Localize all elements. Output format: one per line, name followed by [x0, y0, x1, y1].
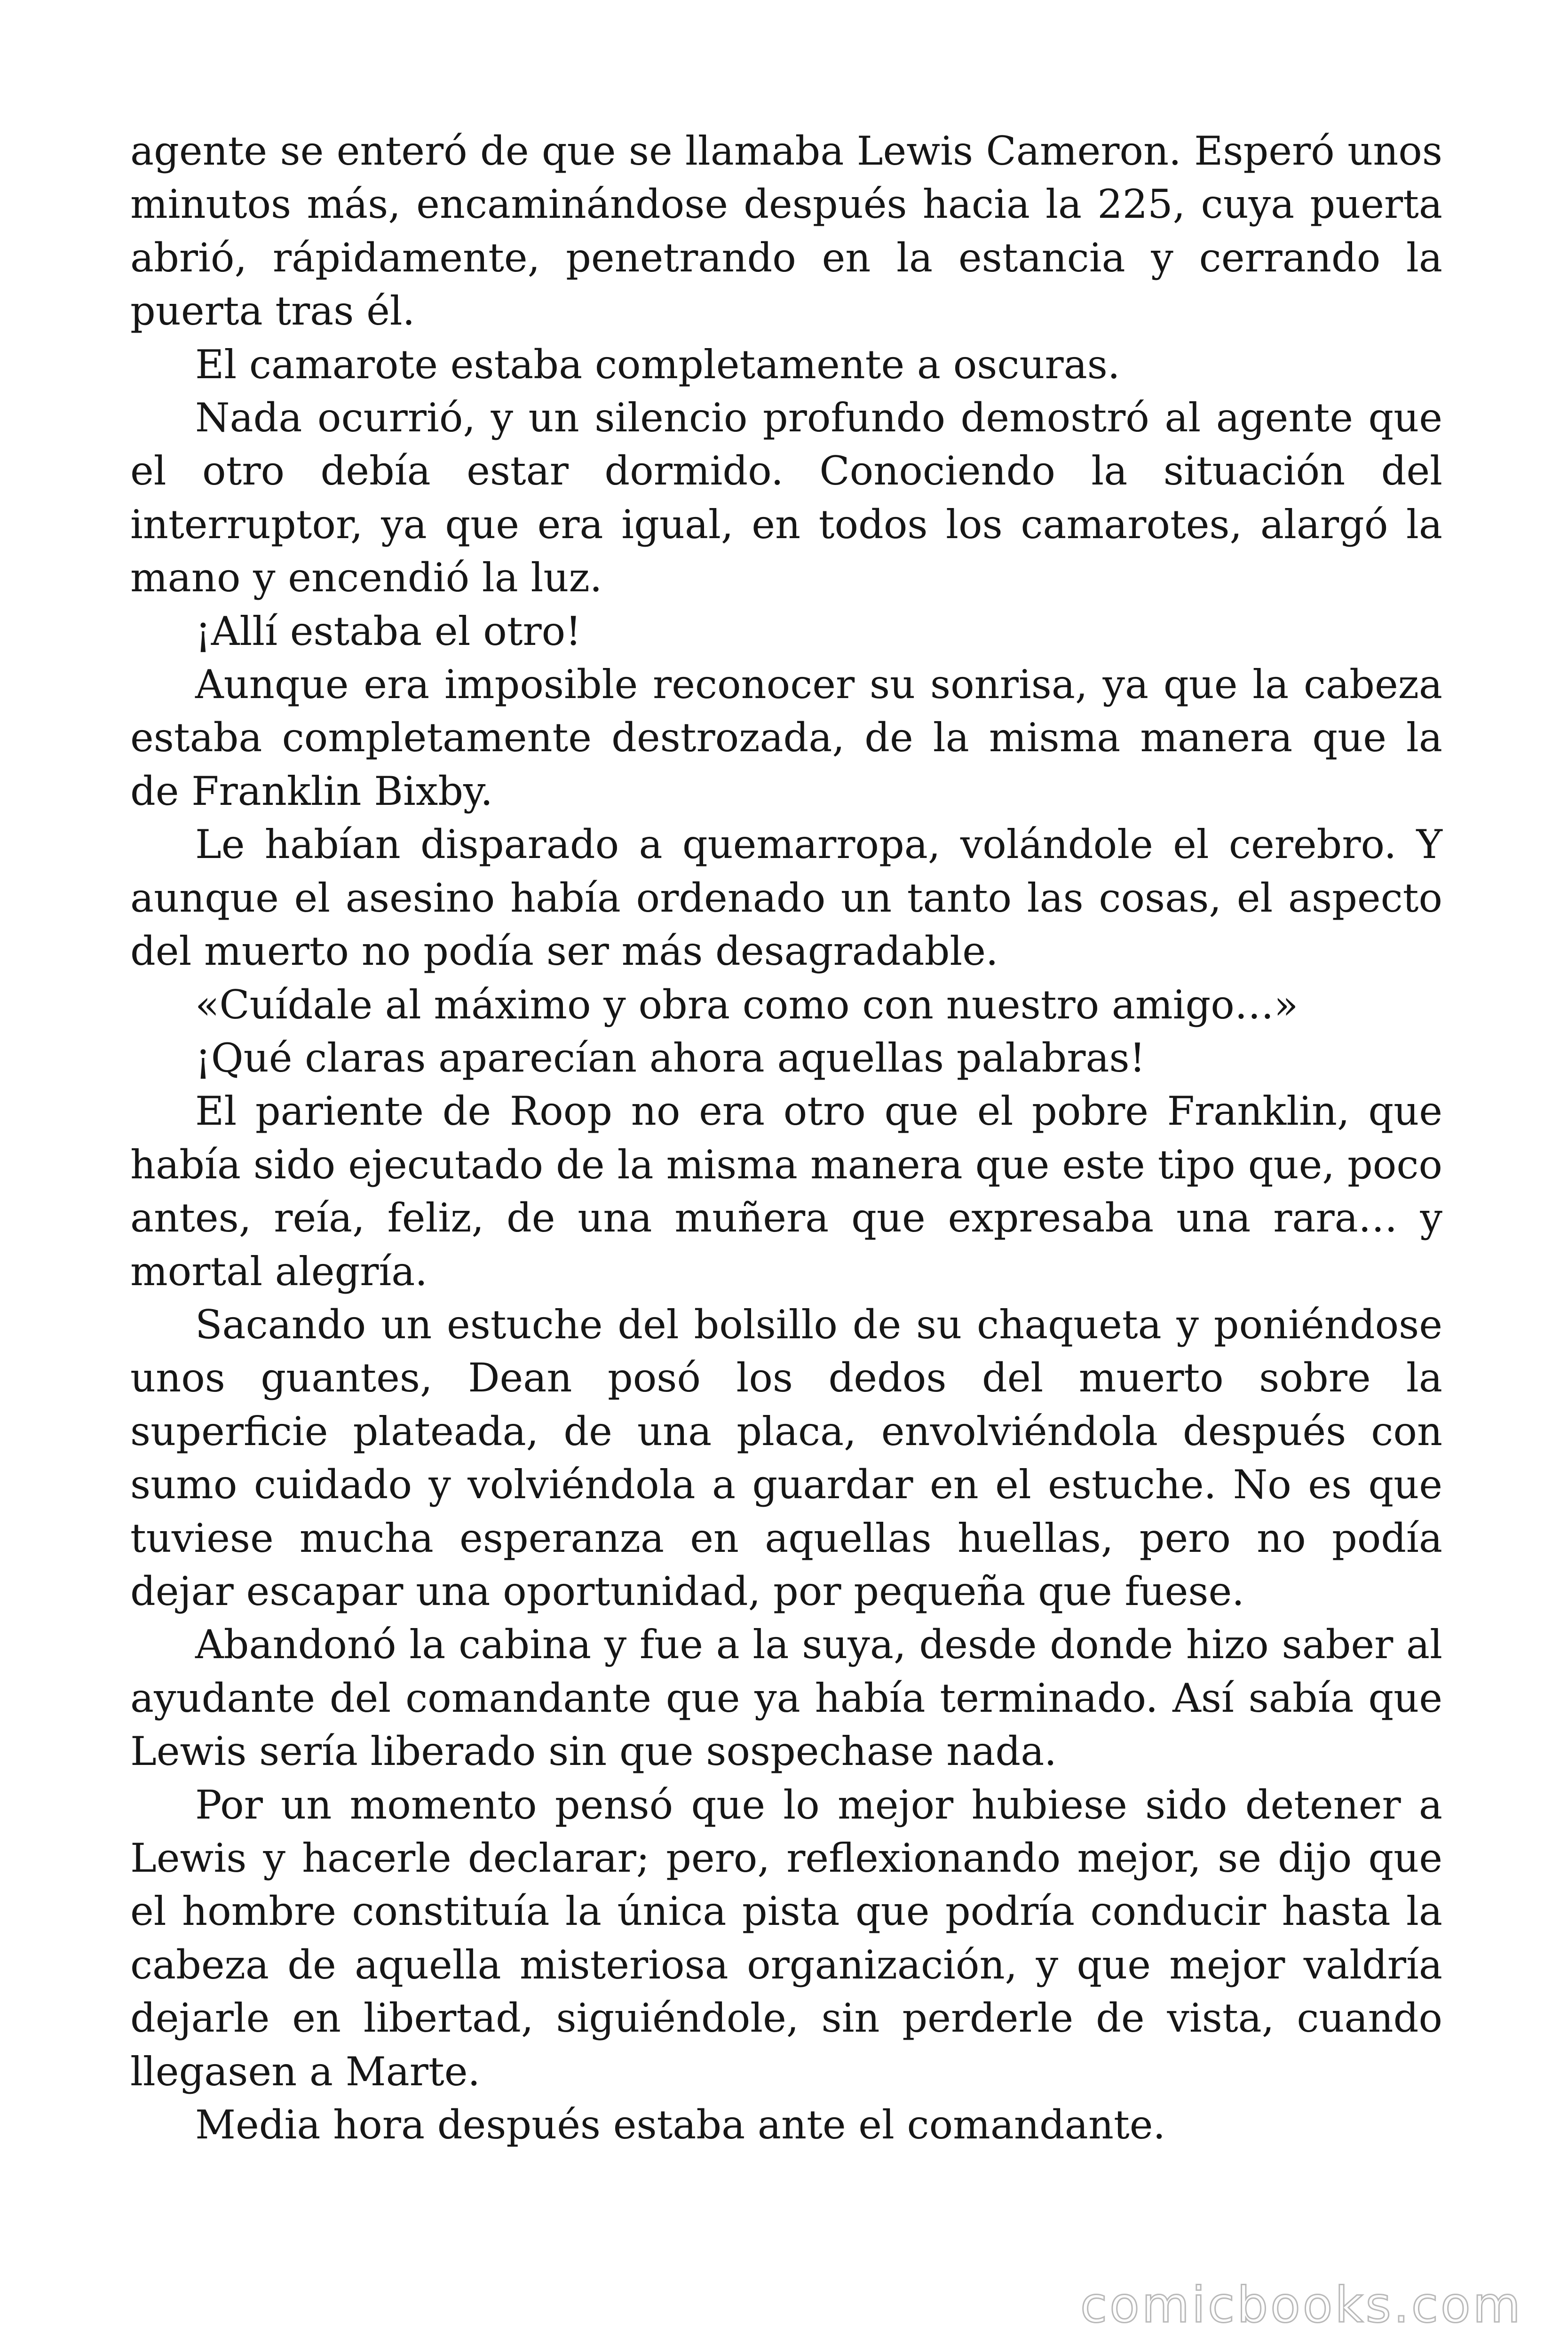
paragraph-10: Sacando un estuche del bolsillo de su chaqueta y poniéndose unos guantes, Dean posó los dedos del muerto sobre la superficie plateada, de una placa, envolviéndola después con sumo cuidado y volviéndola a guardar en el estuche. No es que tuviese mucha esperanza en aquellas huellas, pero no podía dejar escapar una oportunidad, por pequeña que fuese.: [130, 1301, 1442, 1614]
paragraph-7: «Cuídale al máximo y obra como con nuestro amigo…»: [195, 981, 1299, 1028]
paragraph-3: Nada ocurrió, y un silencio profundo demostró al agente que el otro debía estar dormido. Conociendo la situación del interruptor, ya que era igual, en todos los camarotes, alargó la mano y encendió la luz.: [130, 395, 1442, 601]
paragraph-5: Aunque era imposible reconocer su sonrisa, ya que la cabeza estaba completamente destrozada, de la misma manera que la de Franklin Bixby.: [130, 661, 1442, 814]
watermark-text: comicbooks.com: [1080, 2276, 1523, 2334]
body-text: [130, 125, 1442, 2152]
paragraph-13: Media hora después estaba ante el comandante.: [195, 2102, 1166, 2148]
paragraph-8: ¡Qué claras aparecían ahora aquellas palabras!: [195, 1034, 1146, 1081]
paragraph-4: ¡Allí estaba el otro!: [195, 608, 582, 654]
paragraph-2: El camarote estaba completamente a oscuras.: [195, 341, 1120, 388]
paragraph-12: Por un momento pensó que lo mejor hubiese sido detener a Lewis y hacerle declarar; pero, reflexionando mejor, se dijo que el hombre constituía la única pista que podría conducir hasta la cabeza de aquella misteriosa organización, y que mejor valdría dejarle en libertad, siguiéndole, sin perderle de vista, cuando llegasen a Marte.: [130, 1781, 1442, 2095]
paragraph-6: Le habían disparado a quemarropa, volándole el cerebro. Y aunque el asesino había ordenado un tanto las cosas, el aspecto del muerto no podía ser más desagradable.: [130, 821, 1442, 975]
paragraph-9: El pariente de Roop no era otro que el pobre Franklin, que había sido ejecutado de la misma manera que este tipo que, poco antes, reía, feliz, de una muñera que expresaba una rara… y mortal alegría.: [130, 1088, 1442, 1295]
paragraph-1: agente se enteró de que se llamaba Lewis Cameron. Esperó unos minutos más, encaminándose después hacia la 225, cuya puerta abrió, rápidamente, penetrando en la estancia y cerrando la puerta tras él.: [130, 128, 1442, 334]
paragraph-11: Abandonó la cabina y fue a la suya, desde donde hizo saber al ayudante del comandante que ya había terminado. Así sabía que Lewis sería liberado sin que sospechase nada.: [130, 1621, 1442, 1775]
